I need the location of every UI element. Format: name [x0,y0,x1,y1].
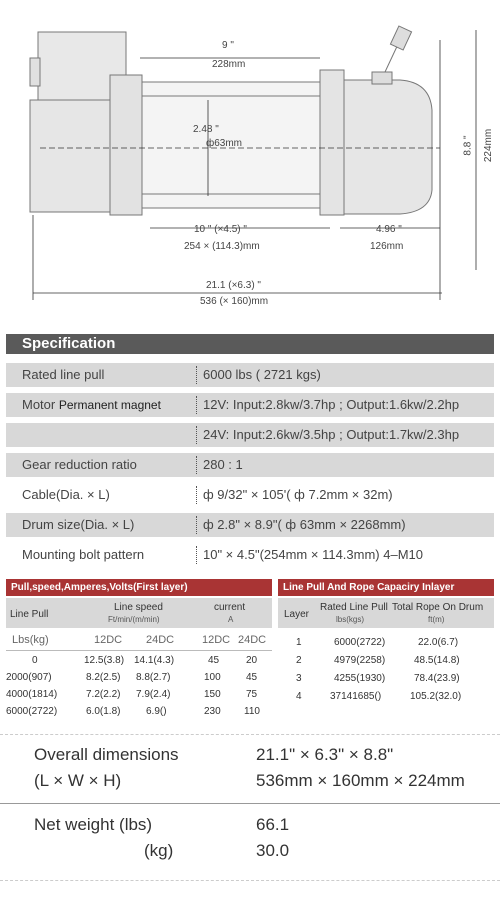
overall-dimensions-mm: 536mm × 160mm × 224mm [256,771,465,790]
sub-24dc-current: 24DC [238,634,267,646]
table-cell: 110 [244,706,260,717]
table-cell: 8.2(2.5) [86,672,121,683]
dim-overall-in: 21.1 (×6.3) " [206,280,261,291]
table-cell: 105.2(32.0) [410,691,462,702]
overall-dimensions-sublabel: (L × W × H) [34,771,122,790]
winch-diagram [0,0,500,325]
table-cell: 48.5(14.8) [414,655,460,666]
separator [196,546,197,564]
table-right-header [278,579,494,596]
sub-24dc: 24DC [146,634,175,646]
col-total-rope: Total Rope On Drum [392,602,484,613]
table-cell: 75 [246,689,258,700]
net-weight-kg-label: (kg) [144,841,174,860]
table-cell: 150 [204,689,221,700]
spec-row-gear-ratio [6,453,494,477]
dim-drum-length-in: 9 " [222,40,234,51]
spec-value: 24V: Input:2.6kw/3.5hp ; Output:1.7kw/2.3hp [203,427,460,442]
table-cell: 4000(1814) [6,689,58,700]
dim-drum-length-mm: 228mm [212,59,246,70]
spec-value: 6000 lbs ( 2721 kgs) [203,367,321,382]
specification-header [6,334,494,354]
col-current-unit: A [228,615,234,624]
spec-row-motor-12v [6,393,494,417]
spec-sublabel: Permanent magnet [58,398,161,412]
table-cell: 1 [296,637,302,648]
table-cell: 20 [246,655,258,666]
separator [196,456,197,474]
spec-value: ф 2.8" × 8.9"( ф 63mm × 2268mm) [203,517,406,532]
table-right [278,598,494,728]
spec-row-motor-24v [6,423,494,447]
col-rated-pull-unit: lbs(kgs) [336,615,365,624]
spec-label: Motor [22,397,56,412]
table-cell: 78.4(23.9) [414,673,460,684]
dim-bolt-mm: 254 × (114.3)mm [184,241,260,252]
spec-label: Mounting bolt pattern [22,547,145,562]
table-cell: 6.9() [146,706,167,717]
table-cell: 3 [296,673,302,684]
table-cell: 8.8(2.7) [136,672,171,683]
table-cell: 6000(2722) [6,706,58,717]
spec-row-rated-pull [6,363,494,387]
table-cell: 45 [246,672,258,683]
specification-title: Specification [22,335,116,352]
col-current: current [214,602,246,613]
separator [196,366,197,384]
dim-drum-dia-mm: ф63mm [206,138,243,149]
spec-value: ф 9/32" × 105'( ф 7.2mm × 32m) [203,487,393,502]
spec-row-mounting [6,543,494,567]
divider [0,803,500,804]
table-cell: 6000(2722) [334,637,386,648]
spec-value: 280 : 1 [203,457,243,472]
table-cell: 37141685() [330,691,382,702]
col-line-speed: Line speed [114,602,163,613]
dim-gear-mm: 126mm [370,241,404,252]
table-cell: 4255(1930) [334,673,386,684]
table-cell: 2000(907) [6,672,52,683]
spec-label: Rated line pull [22,367,105,382]
dim-bolt-in: 10 " (×4.5) " [194,224,247,235]
table-left [6,598,272,728]
table-cell: 6.0(1.8) [86,706,121,717]
table-cell: 45 [208,655,220,666]
separator [196,396,197,414]
dim-gear-in: 4.96 " [376,224,402,235]
table-cell: 230 [204,706,221,717]
net-weight-kg: 30.0 [256,841,290,860]
separator [196,426,197,444]
table-left-title: Pull,speed,Amperes,Volts(First layer) [11,582,188,593]
col-line-pull: Line Pull [10,609,49,620]
separator [196,516,197,534]
overall-dimensions-label: Overall dimensions [34,745,179,764]
table-cell: 0 [32,655,38,666]
table-cell: 12.5(3.8) [84,655,125,666]
overall-dimensions-inches: 21.1" × 6.3" × 8.8" [256,745,394,764]
divider [0,734,500,735]
dim-height-mm: 224mm [483,128,495,163]
spec-row-drum-size [6,513,494,537]
table-right-title: Line Pull And Rope Capaciry Inlayer [283,582,455,593]
divider [6,650,272,651]
table-cell: 2 [296,655,302,666]
sub-lbs: Lbs(kg) [12,634,49,646]
table-cell: 22.0(6.7) [418,637,459,648]
table-cell: 100 [204,672,221,683]
divider [0,880,500,881]
col-layer: Layer [284,609,310,620]
table-cell: 14.1(4.3) [134,655,175,666]
col-rated-pull: Rated Line Pull [320,602,388,613]
spec-value: 10" × 4.5"(254mm × 114.3mm) 4–M10 [203,547,423,562]
table-cell: 4 [296,691,302,702]
col-total-rope-unit: ft(m) [428,615,445,624]
spec-label: Gear reduction ratio [22,457,137,472]
sub-12dc: 12DC [94,634,123,646]
separator [196,486,197,504]
spec-label: Drum size(Dia. × L) [22,517,135,532]
dim-drum-dia-in: 2.48 " [193,124,219,135]
col-line-speed-unit: Ft/min/(m/min) [108,615,160,624]
spec-label: Cable(Dia. × L) [22,487,110,502]
dim-overall-mm: 536 (× 160)mm [200,296,269,307]
spec-value: 12V: Input:2.8kw/3.7hp ; Output:1.6kw/2.2hp [203,397,460,412]
net-weight-lbs: 66.1 [256,815,290,834]
spec-row-cable [6,483,494,507]
table-cell: 4979(2258) [334,655,386,666]
sub-12dc-current: 12DC [202,634,231,646]
table-cell: 7.2(2.2) [86,689,121,700]
winch-drawing [0,0,500,325]
table-left-header [6,579,272,596]
dim-height-in: 8.8 " [462,135,474,156]
table-cell: 7.9(2.4) [136,689,171,700]
net-weight-label: Net weight (lbs) [34,815,153,834]
